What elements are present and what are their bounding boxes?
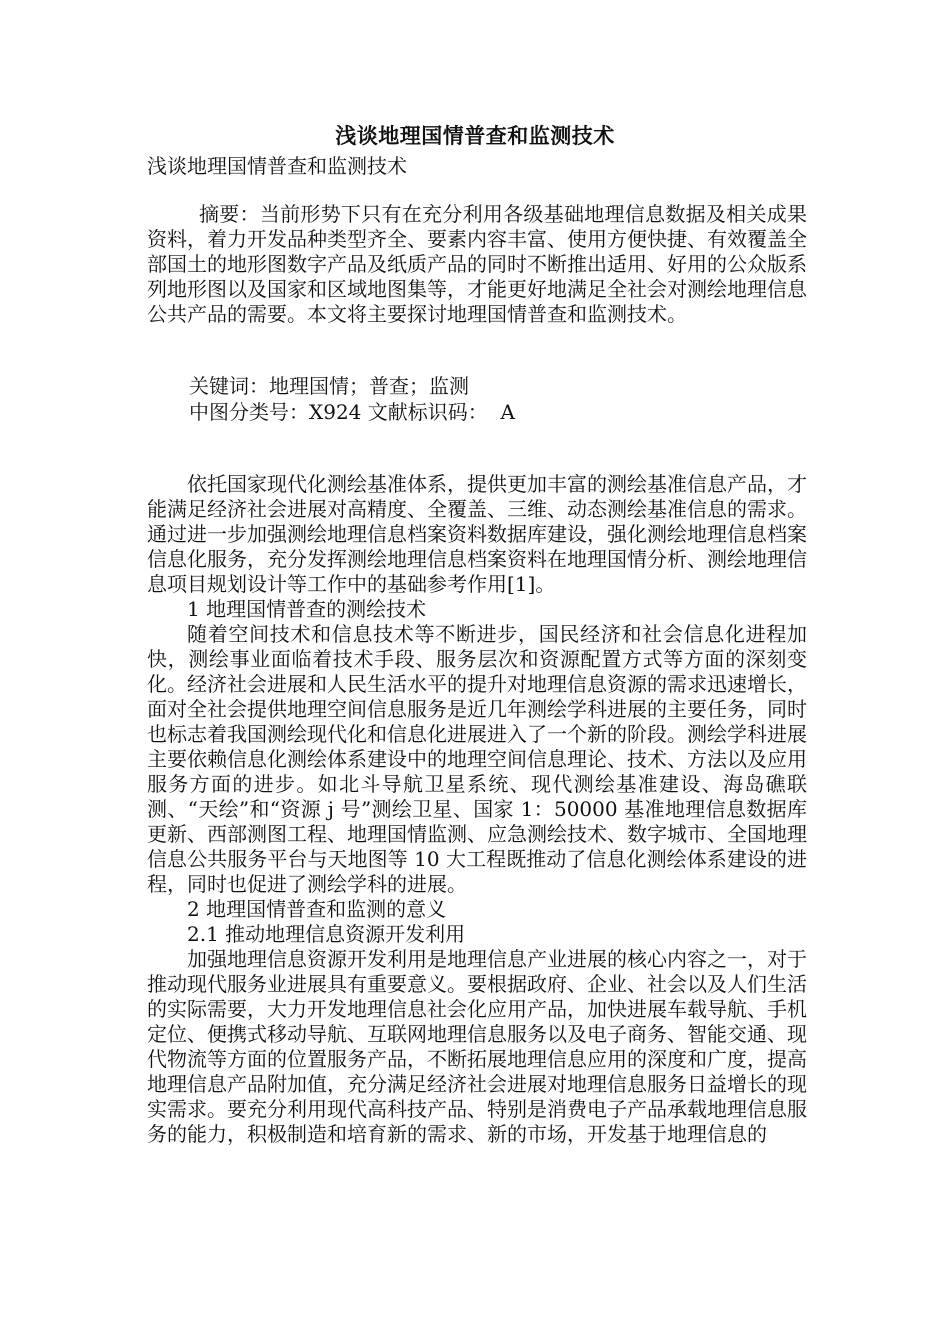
section-1-paragraph: 随着空间技术和信息技术等不断进步，国民经济和社会信息化进程加快，测绘事业面临着技术手段、服务层次和资源配置方式等方面的深刻变化。经济社会进展和人民生活水平的提升对地理信息资源的需求迅速增长，面对全社会提供地理空间信息服务是近几年测绘学科进展的主要任务，同时也标志着我国测绘现代化和信息化进展进入了一个新的阶段。测绘学科进展主要依赖信息化测绘体系建设中的地理空间信息理论、技术、方法以及应用服务方面的进步。如北斗导航卫星系统、现代测绘基准建设、海岛礁联测、“天绘”和“资源 j 号”测绘卫星、国家 1：50000 基准地理信息数据库更新、西部测图工程、地理国情监测、应急测绘技术、数字城市、全国地理信息公共服务平台与天地图等 10 大工程既推动了信息化测绘体系建设的进程，同时也促进了测绘学科的进展。: [147, 622, 807, 896]
document-title: 浅谈地理国情普查和监测技术: [335, 123, 615, 148]
intro-paragraph: 依托国家现代化测绘基准体系，提供更加丰富的测绘基准信息产品，才能满足经济社会进展对高精度、全覆盖、三维、动态测绘基准信息的需求。通过进一步加强测绘地理信息档案资料数据库建设，强化测绘地理信息档案信息化服务，充分发挥测绘地理信息档案资料在地理国情分析、测绘地理信息项目规划设计等工作中的基础参考作用[1]。: [147, 472, 807, 596]
document-subtitle: 浅谈地理国情普查和监测技术: [147, 154, 407, 178]
section-heading-2-1: 2.1 推动地理信息资源开发利用: [187, 922, 466, 946]
document-body: [147, 472, 807, 1147]
abstract-paragraph: 摘要：当前形势下只有在充分利用各级基础地理信息数据及相关成果资料，着力开发品种类型齐全、要素内容丰富、使用方便快捷、有效覆盖全部国土的地形图数字产品及纸质产品的同时不断推出适用、好用的公众版系列地形图以及国家和区域地图集等，才能更好地满足全社会对测绘地理信息公共产品的需要。本文将主要探讨地理国情普查和监测技术。: [147, 202, 807, 326]
section-heading-1: 1 地理国情普查的测绘技术: [187, 597, 427, 621]
classification-line: 中图分类号：X924 文献标识码： A: [189, 400, 515, 424]
keywords-line: 关键词：地理国情；普查；监测: [189, 374, 469, 398]
section-heading-2: 2 地理国情普查和监测的意义: [187, 897, 447, 921]
section-2-1-paragraph: 加强地理信息资源开发利用是地理信息产业进展的核心内容之一，对于推动现代服务业进展具有重要意义。要根据政府、企业、社会以及人们生活的实际需要，大力开发地理信息社会化应用产品，加快进展车载导航、手机定位、便携式移动导航、互联网地理信息服务以及电子商务、智能交通、现代物流等方面的位置服务产品，不断拓展地理信息应用的深度和广度，提高地理信息产品附加值，充分满足经济社会进展对地理信息服务日益增长的现实需求。要充分利用现代高科技产品、特别是消费电子产品承载地理信息服务的能力，积极制造和培育新的需求、新的市场，开发基于地理信息的: [147, 947, 807, 1146]
